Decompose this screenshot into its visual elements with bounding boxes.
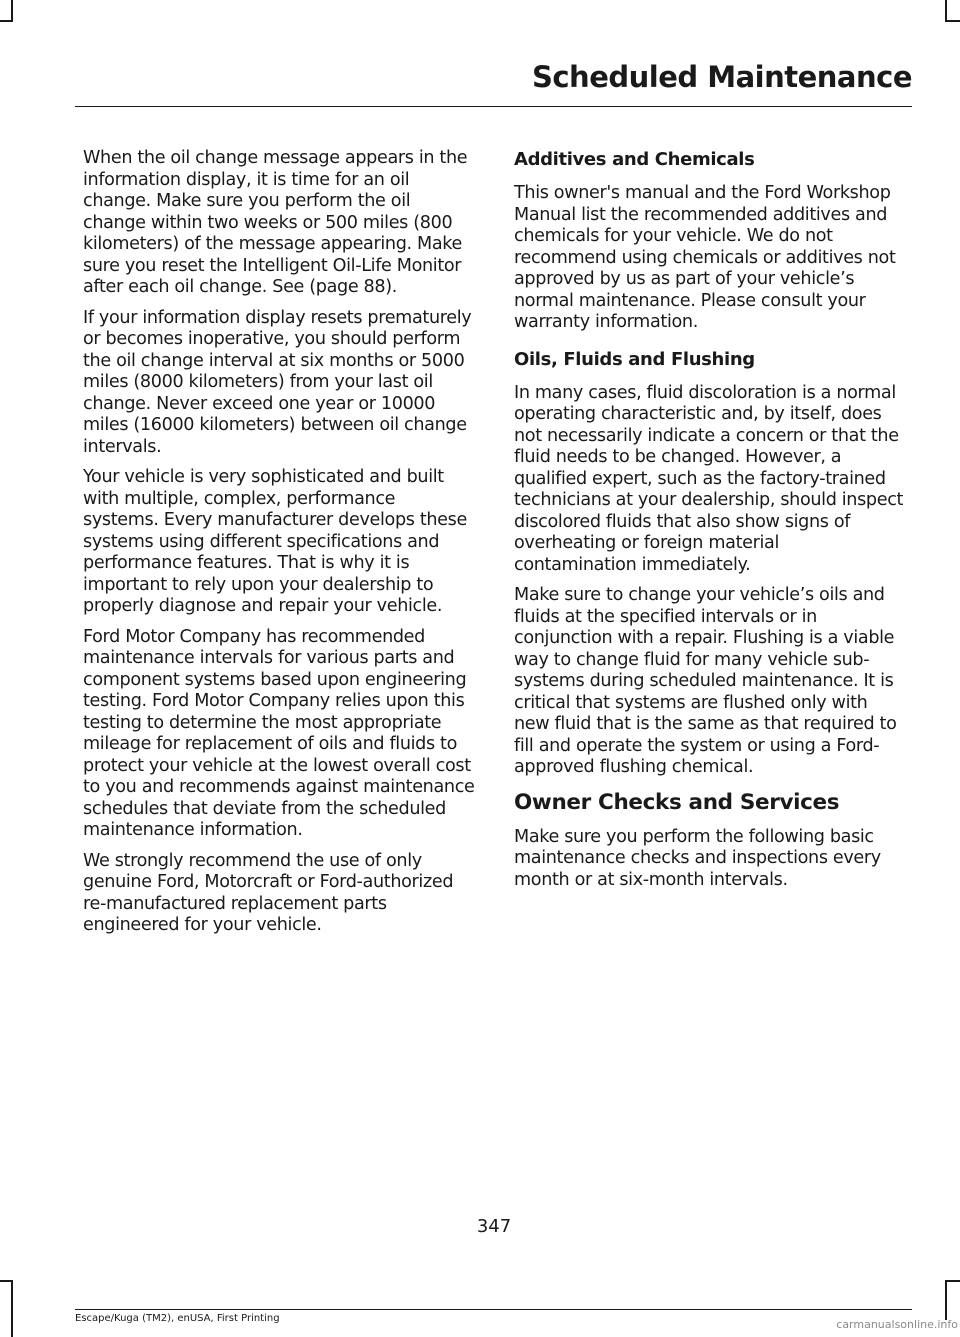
crop-mark-bottom-left — [11, 1280, 13, 1337]
crop-mark-bottom-right-h — [945, 1280, 960, 1282]
crop-mark-top-right — [945, 0, 947, 22]
heading-additives-and-chemicals: Additives and Chemicals — [514, 149, 755, 170]
footer-divider — [75, 1309, 912, 1310]
paragraph-sophisticated-vehicle: Your vehicle is very sophisticated and built with multiple, complex, performance systems. Every manufacturer develops these systems using different specifications and performance features. That is why it is important to rely upon your dealership to properly diagnose and repair your vehicle. — [83, 467, 467, 616]
paragraph-display-resets: If your information display resets prematurely or becomes inoperative, you should perform the oil change interval at six months or 5000 miles (8000 kilometers) from your last oil change. Never exceed one year or 10000 miles (16000 kilometers) between oil change intervals. — [83, 307, 472, 457]
left-column — [83, 148, 475, 946]
crop-mark-bottom-right — [945, 1280, 947, 1320]
crop-mark-top-right-h — [945, 20, 960, 22]
paragraph-oil-change-message: When the oil change message appears in the information display, it is time for an oil change. Make sure you perform the oil change within two weeks or 500 miles (800 kilometers) of the message appearing. Make sure you reset the Intelligent Oil-Life Monitor after each oil change. See (page 88). — [83, 148, 468, 297]
paragraph-genuine-parts: We strongly recommend the use of only genuine Ford, Motorcraft or Ford-authorized re-manufactured replacement parts engineered for your vehicle. — [83, 850, 454, 935]
paragraph-recommended-intervals: Ford Motor Company has recommended maintenance intervals for various parts and component systems based upon engineering testing. Ford Motor Company relies upon this testing to determine the most appropriate mileage for replacement of oils and fluids to protect your vehicle at the lowest overall cost to you and recommends against maintenance schedules that deviate from the scheduled maintenance information. — [83, 626, 475, 840]
page-number: 347 — [476, 1216, 512, 1237]
paragraph-change-oils-fluids: Make sure to change your vehicle’s oils and fluids at the specified intervals or in conjunction with a repair. Flushing is a viable way to change fluid for many vehicle sub-systems during scheduled maintenance. It is critical that systems are flushed only with new fluid that is the same as that required to fill and operate the system or using a Ford-approved flushing chemical. — [514, 585, 897, 777]
header-divider — [75, 106, 912, 107]
crop-mark-top-left-h — [0, 20, 12, 22]
paragraph-owner-checks: Make sure you perform the following basic maintenance checks and inspections every month or at six-month intervals. — [514, 826, 881, 890]
page-title: Scheduled Maintenance — [531, 60, 912, 94]
right-column — [514, 148, 906, 900]
heading-oils-fluids-flushing: Oils, Fluids and Flushing — [514, 348, 755, 370]
footer-edition: Escape/Kuga (TM2), enUSA, First Printing — [75, 1313, 280, 1324]
crop-mark-bottom-left-h — [0, 1280, 12, 1282]
crop-mark-top-left — [11, 0, 13, 22]
watermark: carmanualsonline.info — [836, 1318, 958, 1331]
paragraph-additives: This owner's manual and the Ford Workshop Manual list the recommended additives and chemicals for your vehicle. We do not recommend using chemicals or additives not approved by us as part of your vehicle’s normal maintenance. Please consult your warranty information. — [514, 183, 896, 332]
paragraph-fluid-discoloration: In many cases, fluid discoloration is a normal operating characteristic and, by itself, does not necessarily indicate a concern or that the fluid needs to be changed. However, a qualified expert, such as the factory-trained technicians at your dealership, should inspect discolored fluids that also show signs of overheating or foreign material contamination immediately. — [514, 382, 904, 575]
heading-owner-checks: Owner Checks and Services — [514, 789, 840, 815]
